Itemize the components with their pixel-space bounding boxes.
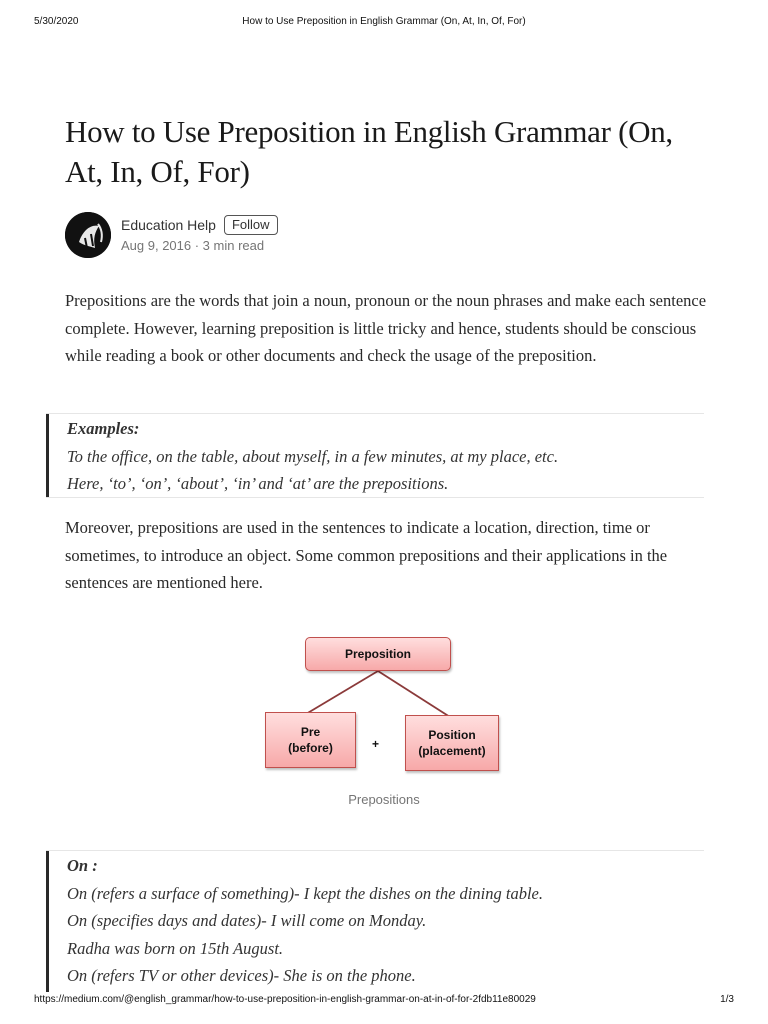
intro-paragraph: Prepositions are the words that join a noun, pronoun or the noun phrases and make each sentence complete. However, learning preposition is little tricky and hence, students should be conscious while reading a book or other documents and check the usage of the preposition. xyxy=(65,291,707,365)
print-url[interactable]: https://medium.com/@english_grammar/how-to-use-preposition-in-english-grammar-on-at-in-of-for-2fdb11e80029 xyxy=(34,994,536,1005)
node-label-line: (placement) xyxy=(418,744,486,758)
figure-caption: Prepositions xyxy=(348,792,420,807)
print-footer xyxy=(34,994,734,1008)
examples-line: To the office, on the table, about myself, in a few minutes, at my place, etc. xyxy=(67,446,559,466)
page-number: 1/3 xyxy=(720,994,734,1005)
on-line: Radha was born on 15th August. xyxy=(67,938,284,958)
author-row xyxy=(121,215,278,235)
on-heading: On : xyxy=(67,856,98,875)
node-label: Preposition xyxy=(344,647,411,661)
diagram-plus: + xyxy=(372,737,380,751)
examples-heading: Examples: xyxy=(67,419,140,438)
on-line: On (refers TV or other devices)- She is on the phone. xyxy=(67,966,416,985)
on-blockquote xyxy=(46,850,704,992)
author-name[interactable]: Education Help xyxy=(121,217,216,233)
diagram-node-pre xyxy=(265,712,356,768)
byline xyxy=(65,212,705,262)
print-header xyxy=(34,16,734,30)
blockquote-bar xyxy=(46,851,49,992)
on-line: On (specifies days and dates)- I will come on Monday. xyxy=(67,911,427,930)
follow-button[interactable]: Follow xyxy=(224,215,278,235)
node-label-line: Pre xyxy=(300,725,321,739)
author-avatar[interactable] xyxy=(65,212,111,258)
print-date: 5/30/2020 xyxy=(34,16,79,27)
node-label xyxy=(288,724,333,756)
node-label xyxy=(418,727,485,759)
article-meta: Aug 9, 2016 · 3 min read xyxy=(121,238,265,253)
diagram-node-preposition xyxy=(305,637,451,671)
examples-line: Here, ‘to’, ‘on’, ‘about’, ‘in’ and ‘at’ are the prepositions. xyxy=(67,474,449,493)
diagram-node-position xyxy=(405,715,499,771)
article-title: How to Use Preposition in English Grammar (On, At, In, Of, For) xyxy=(65,114,673,189)
examples-blockquote xyxy=(46,413,704,498)
article-header xyxy=(65,112,705,262)
on-line: On (refers a surface of something)- I kept the dishes on the dining table. xyxy=(67,883,543,903)
blockquote-bar xyxy=(46,414,49,497)
print-doc-title: How to Use Preposition in English Grammar (On, At, In, Of, For) xyxy=(242,16,526,27)
body-paragraph: Moreover, prepositions are used in the sentences to indicate a location, direction, time or sometimes, to introduce an object. Some common prepositions and their applications in the sentences are mentioned here. xyxy=(65,518,668,592)
node-label-line: Position xyxy=(428,728,476,742)
node-label-line: (before) xyxy=(288,741,333,755)
avatar-image-icon xyxy=(65,212,111,258)
preposition-diagram xyxy=(250,630,518,780)
